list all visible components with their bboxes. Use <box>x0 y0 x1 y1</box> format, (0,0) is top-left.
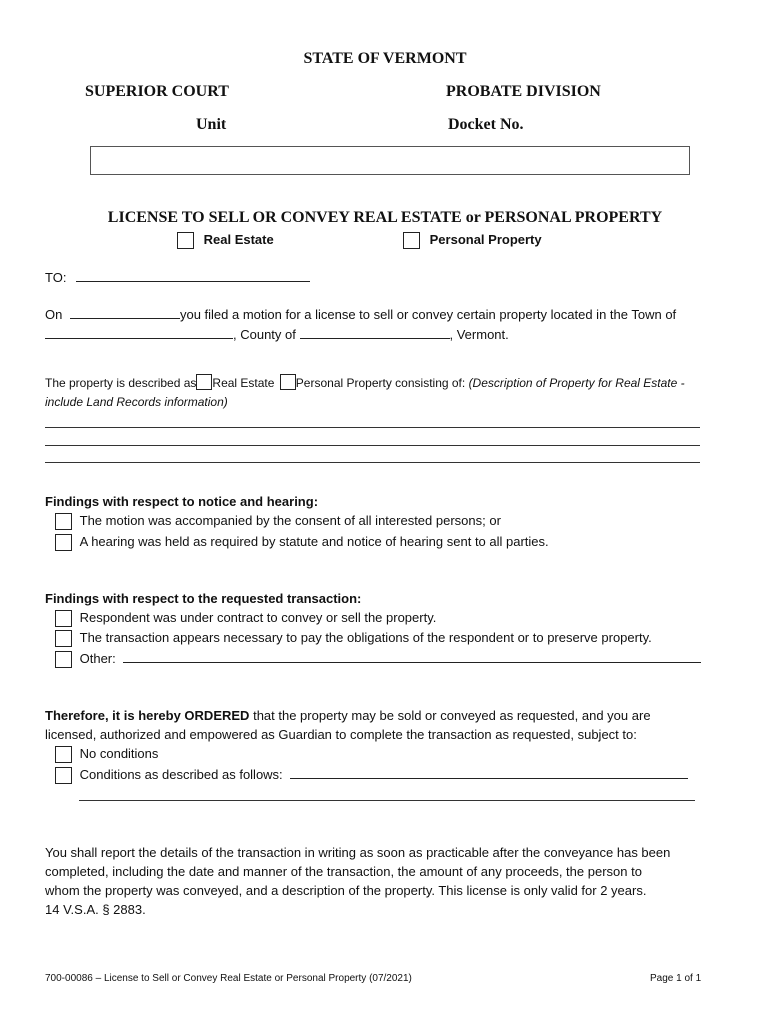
order-option-conditions[interactable] <box>55 766 688 784</box>
report-paragraph <box>45 843 670 919</box>
conditions-line-2[interactable] <box>79 800 695 801</box>
description-line-1[interactable] <box>45 427 700 428</box>
property-note-1: (Description of Property for Real Estate - <box>468 376 685 390</box>
motion-line-2 <box>45 326 509 342</box>
footer-form-id: 700-00086 – License to Sell or Convey Real Estate or Personal Property (07/2021) <box>45 973 412 984</box>
caption-box[interactable] <box>90 146 690 175</box>
no-conditions-label: No conditions <box>79 746 159 761</box>
notice-item-hearing[interactable] <box>55 534 549 551</box>
transaction-item-contract[interactable] <box>55 610 436 627</box>
necessary-label: The transaction appears necessary to pay the obligations of the respondent or to preserve property. <box>79 630 652 645</box>
report-line-4: 14 V.S.A. § 2883. <box>45 902 146 917</box>
description-line-2[interactable] <box>45 445 700 446</box>
other-field[interactable] <box>123 650 701 663</box>
on-label: On <box>45 307 63 322</box>
state-heading: STATE OF VERMONT <box>303 50 467 67</box>
no-conditions-checkbox[interactable] <box>55 746 72 763</box>
personal-property-checkbox[interactable] <box>403 232 420 249</box>
date-field[interactable] <box>70 306 180 319</box>
consent-checkbox[interactable] <box>55 513 72 530</box>
order-line-1 <box>45 708 651 723</box>
order-text-2: licensed, authorized and empowered as Guardian to complete the transaction as requested, subject to: <box>45 727 637 742</box>
conditions-label: Conditions as described as follows: <box>79 767 283 782</box>
contract-label: Respondent was under contract to convey or sell the property. <box>79 610 437 625</box>
to-field[interactable] <box>76 269 310 282</box>
property-line-1 <box>45 376 685 390</box>
report-line-1: You shall report the details of the transaction in writing as soon as practicable after the conveyance has been <box>45 845 671 860</box>
description-line-3[interactable] <box>45 462 700 463</box>
real-estate-option[interactable] <box>177 232 274 249</box>
motion-text: you filed a motion for a license to sell or convey certain property located in the Town of <box>179 307 677 322</box>
town-field[interactable] <box>45 326 233 339</box>
property-real-estate-checkbox[interactable] <box>196 374 212 390</box>
docket-label: Docket No. <box>448 116 524 133</box>
order-option-no-conditions[interactable] <box>55 746 158 763</box>
described-as-label: The property is described as <box>45 376 197 390</box>
consent-label: The motion was accompanied by the consent of all interested persons; or <box>79 513 501 528</box>
property-personal-checkbox[interactable] <box>280 374 296 390</box>
other-label: Other: <box>79 651 116 666</box>
other-checkbox[interactable] <box>55 651 72 668</box>
real-estate-label: Real Estate <box>203 232 274 247</box>
ordered-bold: Therefore, it is hereby ORDERED <box>45 708 250 723</box>
conditions-field[interactable] <box>290 766 688 779</box>
conditions-checkbox[interactable] <box>55 767 72 784</box>
property-personal-label: Personal Property consisting of: <box>295 376 466 390</box>
report-line-3: whom the property was conveyed, and a description of the property. This license is only valid for 2 years. <box>45 883 647 898</box>
real-estate-checkbox[interactable] <box>177 232 194 249</box>
findings-transaction-heading: Findings with respect to the requested transaction: <box>45 591 362 606</box>
to-label: TO: <box>45 270 67 285</box>
court-heading: SUPERIOR COURT <box>85 83 229 100</box>
findings-notice-heading: Findings with respect to notice and hearing: <box>45 494 319 509</box>
unit-label: Unit <box>196 116 227 133</box>
report-line-2: completed, including the date and manner of the transaction, the amount of any proceeds, the person to <box>45 864 642 879</box>
county-field[interactable] <box>300 326 450 339</box>
motion-line-1 <box>45 306 676 322</box>
personal-property-label: Personal Property <box>429 232 542 247</box>
order-text-1: that the property may be sold or conveyed as requested, and you are <box>253 708 651 723</box>
division-heading: PROBATE DIVISION <box>446 83 601 100</box>
notice-item-consent[interactable] <box>55 513 501 530</box>
hearing-checkbox[interactable] <box>55 534 72 551</box>
necessary-checkbox[interactable] <box>55 630 72 647</box>
hearing-label: A hearing was held as required by statute and notice of hearing sent to all parties. <box>79 534 549 549</box>
vermont-label: , Vermont. <box>449 327 509 342</box>
transaction-item-other[interactable] <box>55 650 701 668</box>
county-label: , County of <box>233 327 296 342</box>
personal-property-option[interactable] <box>403 232 542 249</box>
property-real-estate-label: Real Estate <box>212 376 275 390</box>
contract-checkbox[interactable] <box>55 610 72 627</box>
footer-page-number: Page 1 of 1 <box>650 973 702 984</box>
transaction-item-necessary[interactable] <box>55 630 652 647</box>
to-row <box>45 269 310 285</box>
form-title: LICENSE TO SELL OR CONVEY REAL ESTATE or PERSONAL PROPERTY <box>107 209 663 226</box>
property-note-2: include Land Records information) <box>45 395 228 409</box>
